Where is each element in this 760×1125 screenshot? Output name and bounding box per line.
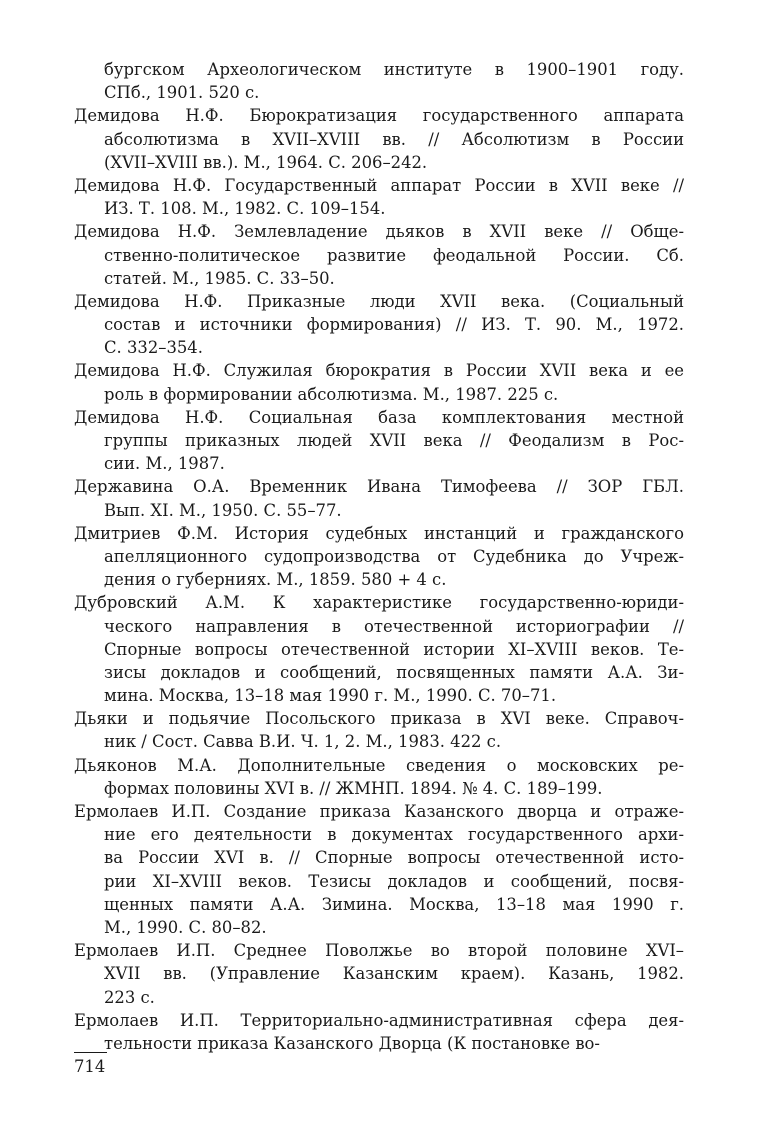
bibliography-entry bbox=[74, 290, 684, 360]
entry-line: ИЗ. Т. 108. М., 1982. С. 109–154. bbox=[104, 199, 386, 219]
bibliography-entry bbox=[74, 174, 684, 220]
entry-line: ние его деятельности в документах государственного архи- bbox=[104, 825, 684, 845]
entry-line: рии XI–XVIII веков. Тезисы докладов и сообщений, посвя- bbox=[104, 871, 684, 891]
entry-line: тельности приказа Казанского Дворца (К постановке во- bbox=[104, 1033, 600, 1053]
entry-line: статей. М., 1985. С. 33–50. bbox=[104, 268, 335, 288]
bibliography-entry bbox=[74, 800, 684, 939]
bibliography-entry bbox=[74, 707, 684, 753]
bibliography-entry bbox=[74, 104, 684, 174]
entry-line: бургском Археологическом институте в 1900–1901 году. bbox=[104, 60, 684, 79]
entry-line: Демидова Н.Ф. Землевладение дьяков в XVII веке // Обще- bbox=[74, 222, 684, 242]
entry-line: Ермолаев И.П. Территориально-административная сфера дея- bbox=[74, 1010, 684, 1030]
entry-line: (XVII–XVIII вв.). М., 1964. С. 206–242. bbox=[104, 152, 428, 172]
entry-line: Дьяконов М.А. Дополнительные сведения о московских ре- bbox=[74, 755, 684, 775]
bibliography-entry bbox=[74, 475, 684, 521]
entry-line: ник / Сост. Савва В.И. Ч. 1, 2. М., 1983. 422 с. bbox=[104, 732, 502, 752]
entry-line: Спорные вопросы отечественной истории XI–XVIII веков. Те- bbox=[104, 639, 684, 659]
bibliography-entry bbox=[74, 754, 684, 800]
entry-line: формах половины XVI в. // ЖМНП. 1894. № 4. С. 189–199. bbox=[104, 778, 603, 798]
entry-line: Ермолаев И.П. Среднее Поволжье во второй половине XVI– bbox=[74, 941, 684, 961]
entry-line: Ермолаев И.П. Создание приказа Казанского дворца и отраже- bbox=[74, 802, 684, 821]
entry-line: Демидова Н.Ф. Служилая бюрократия в России XVII века и ее bbox=[74, 361, 684, 381]
bibliography-page bbox=[74, 58, 684, 1055]
entry-line: М., 1990. С. 80–82. bbox=[104, 917, 267, 937]
bibliography-entry bbox=[74, 220, 684, 290]
entry-line: дения о губерниях. М., 1859. 580 + 4 с. bbox=[104, 570, 447, 590]
entry-line: ва России XVI в. // Спорные вопросы отечественной исто- bbox=[104, 848, 684, 868]
entry-line: Демидова Н.Ф. Бюрократизация государственного аппарата bbox=[74, 106, 684, 126]
entry-line: Демидова Н.Ф. Социальная база комплектования местной bbox=[74, 407, 684, 427]
page-number: 714 bbox=[74, 1057, 106, 1076]
entry-line: Дьяки и подьячие Посольского приказа в XVI веке. Справоч- bbox=[74, 709, 684, 729]
footer-rule bbox=[74, 1052, 107, 1053]
bibliography-entry bbox=[74, 939, 684, 1009]
entry-line: зисы докладов и сообщений, посвященных памяти А.А. Зи- bbox=[104, 662, 684, 682]
entry-line: щенных памяти А.А. Зимина. Москва, 13–18 мая 1990 г. bbox=[104, 894, 684, 914]
entry-line: СПб., 1901. 520 с. bbox=[104, 83, 260, 103]
bibliography-entry bbox=[74, 406, 684, 476]
entry-line: мина. Москва, 13–18 мая 1990 г. М., 1990. С. 70–71. bbox=[104, 686, 557, 706]
entry-line: XVII вв. (Управление Казанским краем). Казань, 1982. bbox=[104, 964, 684, 984]
entry-line: роль в формировании абсолютизма. М., 1987. 225 с. bbox=[104, 384, 559, 404]
entry-line: состав и источники формирования) // ИЗ. Т. 90. М., 1972. bbox=[104, 315, 684, 335]
entry-line: Вып. XI. М., 1950. С. 55–77. bbox=[104, 500, 342, 520]
entry-line: группы приказных людей XVII века // Феодализм в Рос- bbox=[104, 431, 684, 450]
entry-line: Дмитриев Ф.М. История судебных инстанций и гражданского bbox=[74, 523, 684, 543]
bibliography-entry bbox=[74, 522, 684, 592]
bibliography-entry bbox=[74, 591, 684, 707]
bibliography-entry bbox=[74, 1009, 684, 1055]
entry-line: ческого направления в отечественной историографии // bbox=[104, 616, 684, 636]
entry-line: ственно-политическое развитие феодальной России. Сб. bbox=[104, 245, 684, 265]
entry-line: 223 с. bbox=[104, 987, 155, 1007]
bibliography-entry bbox=[74, 58, 684, 104]
entry-line: Демидова Н.Ф. Государственный аппарат России в XVII веке // bbox=[74, 175, 684, 195]
entry-line: апелляционного судопроизводства от Судебника до Учреж- bbox=[104, 546, 684, 566]
entry-line: С. 332–354. bbox=[104, 338, 203, 358]
entry-line: абсолютизма в XVII–XVIII вв. // Абсолютизм в России bbox=[104, 129, 684, 149]
entry-line: Демидова Н.Ф. Приказные люди XVII века. (Социальный bbox=[74, 291, 684, 311]
bibliography-entry bbox=[74, 359, 684, 405]
entry-line: сии. М., 1987. bbox=[104, 454, 225, 474]
entry-line: Дубровский А.М. К характеристике государственно-юриди- bbox=[74, 593, 684, 613]
entry-line: Державина О.А. Временник Ивана Тимофеева // ЗОР ГБЛ. bbox=[74, 477, 684, 497]
